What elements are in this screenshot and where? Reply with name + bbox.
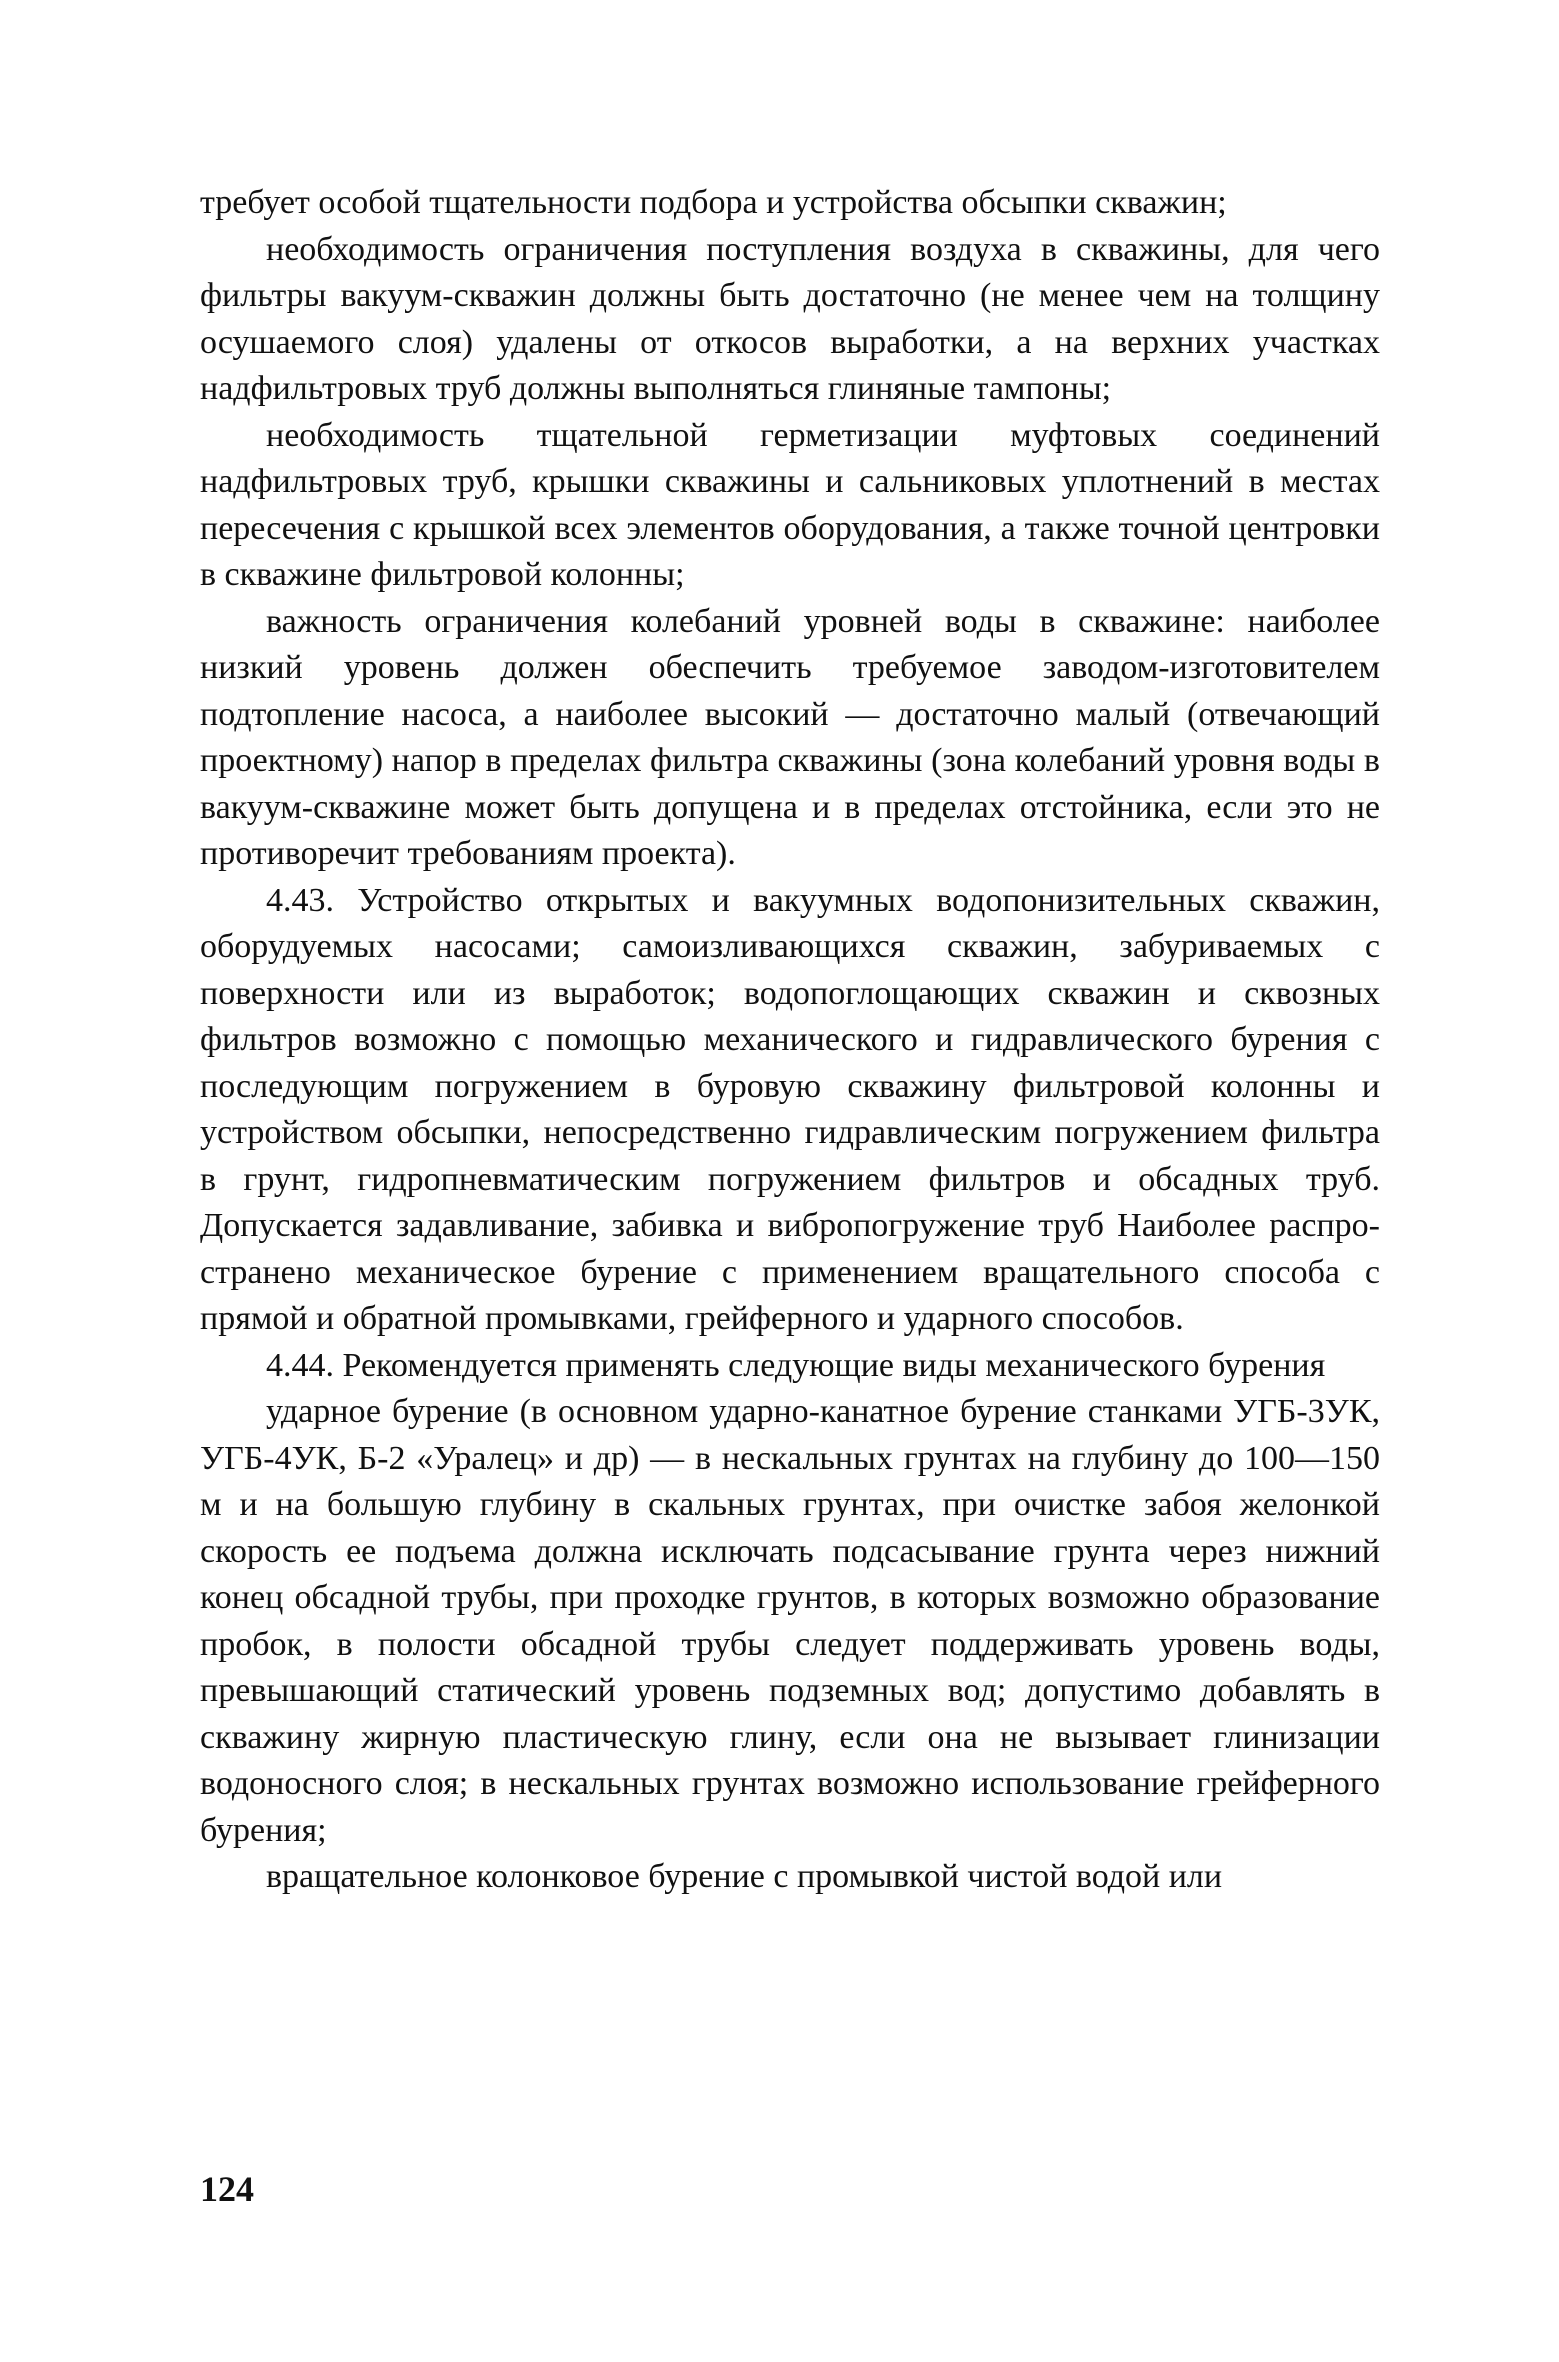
paragraph-water-level: важность ограничения колебаний уровней воды в скважине: наиболее низкий уровень должен обеспечить требуемое заводом-изготовителем подтопление насоса, а наиболее высокий — достаточно малый (отвечающий проектному) напор в пределах фильтра скважины (зона колебаний уровня воды в вакуум-скважине может быть допущена и в пределах отстойника, если это не противоречит требованиям проекта). bbox=[200, 602, 1380, 872]
paragraph-section-4-44: 4.44. Рекомендуется применять следующие виды механического бурения bbox=[266, 1346, 1326, 1384]
paragraph-sealing: необходимость тщательной герметизации муфтовых соединений надфильтровых труб, крышки скважины и сальниковых уплотнений в местах пересечения с крышкой всех элементов оборудования, а также точной центровки в скважине фильтровой колонны; bbox=[200, 416, 1380, 593]
paragraph-rotary-drilling: вращательное колонковое бурение с промывкой чистой водой или bbox=[266, 1858, 1223, 1895]
paragraph-section-4-43: 4.43. Устройство открытых и вакуумных водопонизительных скважин, оборудуемых насосами; самоизливающихся скважин, забуриваемых с поверхности или из выработок; водопоглощающих скважин и сквозных фильтров возможно с помощью механического и гидравлического бурения с последующим погружением в буровую скважину фильтровой колонны и устройством обсыпки, непосредственно гидравлическим погружением фильтра в грунт, гидропневматическим погружением фильтров и обсадных труб. Допускается задавливание, забивка и вибропогружение труб Наиболее распространено механическое бурение с применением вращательного способа с прямой и обратной промывками, грейферного и ударного способов. bbox=[200, 881, 1380, 1337]
paragraph-air-intake: необходимость ограничения поступления воздуха в скважины, для чего фильтры вакуум-скважин должны быть достаточно (не менее чем на толщину осушаемого слоя) удалены от откосов выработки, а на верхних участках надфильтровых труб должны выполняться глиняные тампоны; bbox=[200, 230, 1380, 407]
paragraph-percussion-drilling: ударное бурение (в основном ударно-канатное бурение станками УГБ-3УК, УГБ-4УК, Б-2 «Уралец» и др) — в нескальных грунтах на глубину до 100—150 м и на большую глубину в скальных грунтах, при очистке забоя желонкой скорость ее подъема должна исключать подсасывание грунта через нижний конец обсадной трубы, при проходке грунтов, в которых возможно образование пробок, в полости обсадной трубы следует поддерживать уровень воды, превышающий статический уровень подземных вод; допустимо добавлять в скважину жирную пластическую глину, если она не вызывает глинизации водоносного слоя; в нескальных грунтах возможно использование грейферного бурения; bbox=[200, 1393, 1380, 1849]
body-text bbox=[200, 180, 1380, 1901]
page-number: 124 bbox=[200, 2169, 254, 2209]
paragraph-continuation: требует особой тщательности подбора и устройства обсыпки скважин; bbox=[200, 184, 1227, 221]
